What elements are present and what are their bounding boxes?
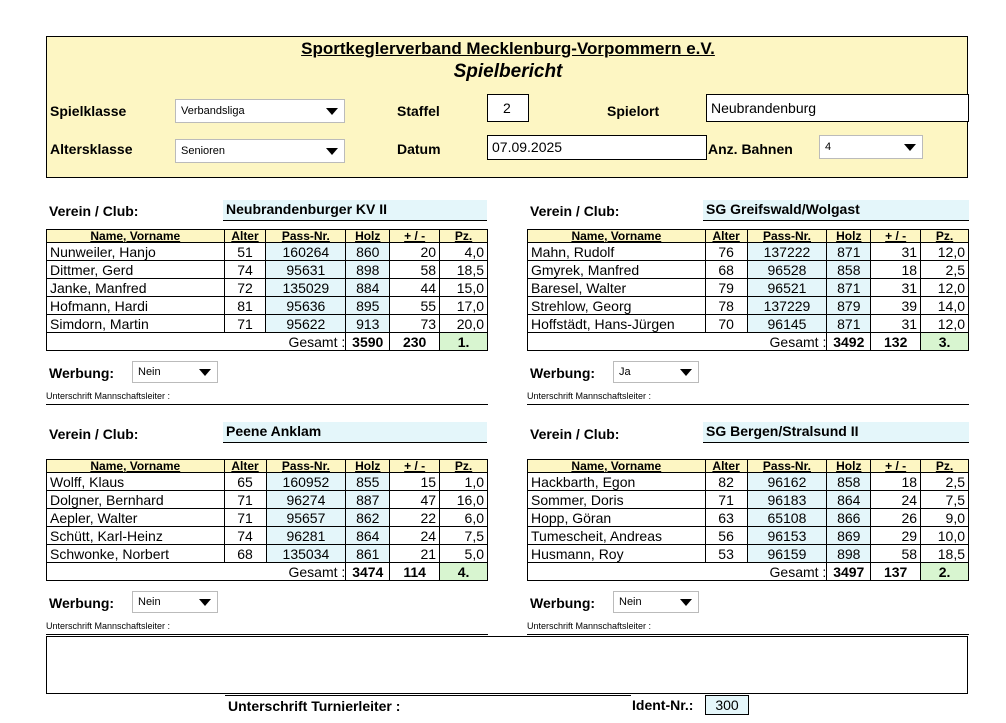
werbung-select[interactable] [613, 361, 699, 383]
player-pm: 18 [871, 261, 921, 279]
chevron-down-icon [326, 148, 338, 155]
player-alter[interactable]: 78 [705, 297, 747, 315]
werbung-label: Werbung: [530, 365, 596, 381]
player-holz[interactable]: 871 [827, 243, 871, 261]
player-holz[interactable]: 864 [827, 491, 871, 509]
turnierleiter-signature[interactable] [225, 695, 631, 719]
player-pz: 15,0 [440, 279, 488, 297]
player-pass[interactable]: 96274 [266, 491, 346, 509]
club-name: Peene Anklam [223, 422, 487, 443]
datum-field[interactable]: 07.09.2025 [487, 135, 707, 160]
player-alter[interactable]: 71 [224, 315, 266, 333]
player-pz: 7,5 [921, 491, 969, 509]
col-header-name: Name, Vorname [47, 230, 225, 243]
table-row [47, 243, 488, 261]
player-pz: 18,5 [440, 261, 488, 279]
spielklasse-label: Spielklasse [50, 103, 127, 119]
player-pm: 24 [871, 491, 921, 509]
player-pass[interactable]: 137222 [747, 243, 827, 261]
col-header-name: Name, Vorname [528, 460, 706, 473]
player-pz: 6,0 [440, 509, 488, 527]
player-pass[interactable]: 95657 [266, 509, 346, 527]
table-row [47, 261, 488, 279]
player-pass[interactable]: 96145 [747, 315, 827, 333]
table-row [528, 509, 969, 527]
col-header-alter: Alter [224, 460, 266, 473]
player-alter[interactable]: 71 [705, 491, 747, 509]
player-holz[interactable]: 862 [346, 509, 390, 527]
player-name[interactable]: Hofmann, Hardi [47, 297, 225, 315]
team-table [527, 229, 969, 351]
player-name[interactable]: Schwonke, Norbert [47, 545, 225, 563]
player-pz: 12,0 [921, 315, 969, 333]
player-pm: 15 [390, 473, 440, 491]
player-alter[interactable]: 71 [224, 491, 266, 509]
organization-title: Sportkeglerverband Mecklenburg-Vorpommern e.V. [301, 39, 715, 58]
team-rank: 1. [440, 333, 488, 351]
total-pm: 230 [390, 333, 440, 351]
player-pass[interactable]: 96281 [266, 527, 346, 545]
altersklasse-select[interactable] [175, 139, 345, 163]
table-row [47, 545, 488, 563]
altersklasse-label: Altersklasse [50, 141, 133, 157]
player-pass[interactable]: 95631 [266, 261, 346, 279]
total-holz: 3497 [827, 563, 871, 581]
player-pm: 26 [871, 509, 921, 527]
total-row [528, 333, 969, 351]
player-pass[interactable]: 135034 [266, 545, 346, 563]
werbung-select[interactable] [132, 361, 218, 383]
col-header-holz: Holz [827, 230, 871, 243]
werbung-label: Werbung: [49, 365, 115, 381]
club-label: Verein / Club: [530, 203, 620, 219]
spielklasse-value: Verbandsliga [181, 105, 245, 117]
table-row [528, 315, 969, 333]
player-name[interactable]: Sommer, Doris [528, 491, 706, 509]
player-pass[interactable]: 96528 [747, 261, 827, 279]
turnierleiter-label: Unterschrift Turnierleiter : [228, 698, 401, 714]
document-title: Spielbericht [453, 61, 563, 82]
total-holz: 3474 [346, 563, 390, 581]
player-name[interactable]: Dolgner, Bernhard [47, 491, 225, 509]
player-pm: 21 [390, 545, 440, 563]
col-header-holz: Holz [346, 230, 390, 243]
player-holz[interactable]: 855 [346, 473, 390, 491]
gesamt-label: Gesamt : [528, 563, 827, 581]
col-header-alter: Alter [705, 460, 747, 473]
player-name[interactable]: Husmann, Roy [528, 545, 706, 563]
player-pz: 1,0 [440, 473, 488, 491]
player-pm: 31 [871, 315, 921, 333]
col-header-pz: Pz. [921, 460, 969, 473]
col-header-pass: Pass-Nr. [747, 230, 827, 243]
table-row [47, 527, 488, 545]
player-pm: 44 [390, 279, 440, 297]
player-pm: 47 [390, 491, 440, 509]
total-row [47, 563, 488, 581]
player-pz: 16,0 [440, 491, 488, 509]
datum-label: Datum [397, 141, 441, 157]
staffel-field[interactable]: 2 [487, 94, 529, 122]
player-holz[interactable]: 887 [346, 491, 390, 509]
table-row [47, 315, 488, 333]
player-pm: 73 [390, 315, 440, 333]
chevron-down-icon [199, 369, 211, 376]
player-pass[interactable]: 95622 [266, 315, 346, 333]
player-pass[interactable]: 96162 [747, 473, 827, 491]
gesamt-label: Gesamt : [47, 563, 346, 581]
col-header-pz: Pz. [440, 230, 488, 243]
signature-line[interactable]: Unterschrift Mannschaftsleiter : [46, 391, 488, 405]
player-alter[interactable]: 63 [705, 509, 747, 527]
spielklasse-select[interactable] [175, 99, 345, 123]
table-row [528, 545, 969, 563]
table-row [47, 279, 488, 297]
bahnen-value: 4 [825, 141, 832, 153]
col-header-name: Name, Vorname [47, 460, 225, 473]
player-pm: 20 [390, 243, 440, 261]
werbung-value: Nein [619, 596, 642, 608]
table-row [528, 243, 969, 261]
col-header-pm: + / - [871, 460, 921, 473]
player-pass[interactable]: 160264 [266, 243, 346, 261]
signature-line[interactable]: Unterschrift Mannschaftsleiter : [46, 621, 488, 635]
player-alter[interactable]: 74 [224, 527, 266, 545]
table-row [528, 527, 969, 545]
player-pm: 29 [871, 527, 921, 545]
team-rank: 2. [921, 563, 969, 581]
player-alter[interactable]: 56 [705, 527, 747, 545]
player-pz: 7,5 [440, 527, 488, 545]
col-header-pm: + / - [390, 460, 440, 473]
team-table [46, 229, 488, 351]
werbung-select[interactable] [132, 591, 218, 613]
player-holz[interactable]: 879 [827, 297, 871, 315]
player-pass[interactable]: 135029 [266, 279, 346, 297]
player-pz: 20,0 [440, 315, 488, 333]
team-rank: 3. [921, 333, 969, 351]
col-header-pass: Pass-Nr. [747, 460, 827, 473]
player-pz: 2,5 [921, 473, 969, 491]
player-pm: 31 [871, 279, 921, 297]
player-alter[interactable]: 82 [705, 473, 747, 491]
col-header-alter: Alter [705, 230, 747, 243]
col-header-pm: + / - [390, 230, 440, 243]
col-header-holz: Holz [346, 460, 390, 473]
player-name[interactable]: Dittmer, Gerd [47, 261, 225, 279]
table-row [528, 279, 969, 297]
player-name[interactable]: Gmyrek, Manfred [528, 261, 706, 279]
player-pass[interactable]: 96183 [747, 491, 827, 509]
player-holz[interactable]: 871 [827, 315, 871, 333]
player-pm: 58 [390, 261, 440, 279]
spielort-label: Spielort [607, 103, 660, 119]
player-name[interactable]: Simdorn, Martin [47, 315, 225, 333]
player-pz: 17,0 [440, 297, 488, 315]
player-holz[interactable]: 884 [346, 279, 390, 297]
player-pass[interactable]: 96521 [747, 279, 827, 297]
total-row [47, 333, 488, 351]
chevron-down-icon [199, 599, 211, 606]
player-pz: 9,0 [921, 509, 969, 527]
col-header-pass: Pass-Nr. [266, 460, 346, 473]
col-header-name: Name, Vorname [528, 230, 706, 243]
table-row [47, 297, 488, 315]
player-alter[interactable]: 53 [705, 545, 747, 563]
player-holz[interactable]: 869 [827, 527, 871, 545]
chevron-down-icon [680, 369, 692, 376]
werbung-value: Ja [619, 366, 631, 378]
col-header-pm: + / - [871, 230, 921, 243]
header-panel [46, 36, 968, 178]
player-alter[interactable]: 51 [224, 243, 266, 261]
total-row [528, 563, 969, 581]
werbung-select[interactable] [613, 591, 699, 613]
werbung-value: Nein [138, 596, 161, 608]
chevron-down-icon [680, 599, 692, 606]
player-holz[interactable]: 860 [346, 243, 390, 261]
player-alter[interactable]: 70 [705, 315, 747, 333]
player-name[interactable]: Hopp, Göran [528, 509, 706, 527]
player-pm: 22 [390, 509, 440, 527]
col-header-pass: Pass-Nr. [266, 230, 346, 243]
player-pz: 12,0 [921, 279, 969, 297]
club-label: Verein / Club: [49, 203, 139, 219]
club-label: Verein / Club: [49, 426, 139, 442]
total-pm: 132 [871, 333, 921, 351]
player-pm: 58 [871, 545, 921, 563]
player-pz: 2,5 [921, 261, 969, 279]
player-holz[interactable]: 895 [346, 297, 390, 315]
player-alter[interactable]: 68 [705, 261, 747, 279]
player-name[interactable]: Strehlow, Georg [528, 297, 706, 315]
club-name: Neubrandenburger KV II [223, 200, 487, 221]
player-name[interactable]: Hackbarth, Egon [528, 473, 706, 491]
player-alter[interactable]: 76 [705, 243, 747, 261]
staffel-label: Staffel [397, 103, 440, 119]
player-name[interactable]: Tumescheit, Andreas [528, 527, 706, 545]
player-pm: 18 [871, 473, 921, 491]
player-pz: 12,0 [921, 243, 969, 261]
gesamt-label: Gesamt : [47, 333, 346, 351]
total-pm: 114 [390, 563, 440, 581]
bahnen-select[interactable] [819, 135, 923, 159]
club-name: SG Bergen/Stralsund II [703, 422, 969, 443]
player-holz[interactable]: 861 [346, 545, 390, 563]
player-name[interactable]: Hoffstädt, Hans-Jürgen [528, 315, 706, 333]
player-name[interactable]: Janke, Manfred [47, 279, 225, 297]
total-holz: 3492 [827, 333, 871, 351]
chevron-down-icon [904, 144, 916, 151]
player-pz: 10,0 [921, 527, 969, 545]
player-alter[interactable]: 79 [705, 279, 747, 297]
bahnen-label: Anz. Bahnen [708, 141, 793, 157]
signature-line[interactable]: Unterschrift Mannschaftsleiter : [527, 621, 969, 635]
club-label: Verein / Club: [530, 426, 620, 442]
player-name[interactable]: Wolff, Klaus [47, 473, 225, 491]
notes-area[interactable] [46, 636, 968, 694]
player-holz[interactable]: 898 [827, 545, 871, 563]
player-pm: 39 [871, 297, 921, 315]
player-holz[interactable]: 913 [346, 315, 390, 333]
club-name: SG Greifswald/Wolgast [703, 200, 969, 221]
player-pass[interactable]: 96159 [747, 545, 827, 563]
player-pz: 18,5 [921, 545, 969, 563]
chevron-down-icon [326, 108, 338, 115]
player-holz[interactable]: 898 [346, 261, 390, 279]
player-pm: 24 [390, 527, 440, 545]
gesamt-label: Gesamt : [528, 333, 827, 351]
player-name[interactable]: Aepler, Walter [47, 509, 225, 527]
werbung-label: Werbung: [530, 595, 596, 611]
col-header-holz: Holz [827, 460, 871, 473]
player-alter[interactable]: 65 [224, 473, 266, 491]
player-name[interactable]: Mahn, Rudolf [528, 243, 706, 261]
table-row [528, 473, 969, 491]
player-pz: 4,0 [440, 243, 488, 261]
player-holz[interactable]: 864 [346, 527, 390, 545]
table-row [528, 297, 969, 315]
player-name[interactable]: Nunweiler, Hanjo [47, 243, 225, 261]
team-table [46, 459, 488, 581]
player-holz[interactable]: 866 [827, 509, 871, 527]
player-holz[interactable]: 858 [827, 261, 871, 279]
team-table [527, 459, 969, 581]
col-header-pz: Pz. [440, 460, 488, 473]
table-row [528, 261, 969, 279]
team-rank: 4. [440, 563, 488, 581]
col-header-alter: Alter [224, 230, 266, 243]
player-pass[interactable]: 160952 [266, 473, 346, 491]
player-pm: 31 [871, 243, 921, 261]
player-holz[interactable]: 871 [827, 279, 871, 297]
altersklasse-value: Senioren [181, 145, 226, 157]
werbung-label: Werbung: [49, 595, 115, 611]
player-alter[interactable]: 68 [224, 545, 266, 563]
total-holz: 3590 [346, 333, 390, 351]
total-pm: 137 [871, 563, 921, 581]
player-pass[interactable]: 96153 [747, 527, 827, 545]
player-pass[interactable]: 137229 [747, 297, 827, 315]
player-pass[interactable]: 65108 [747, 509, 827, 527]
player-alter[interactable]: 71 [224, 509, 266, 527]
player-pass[interactable]: 95636 [266, 297, 346, 315]
player-alter[interactable]: 81 [224, 297, 266, 315]
table-row [47, 473, 488, 491]
player-name[interactable]: Baresel, Walter [528, 279, 706, 297]
col-header-pz: Pz. [921, 230, 969, 243]
signature-line[interactable]: Unterschrift Mannschaftsleiter : [527, 391, 969, 405]
player-holz[interactable]: 858 [827, 473, 871, 491]
werbung-value: Nein [138, 366, 161, 378]
player-name[interactable]: Schütt, Karl-Heinz [47, 527, 225, 545]
ident-field[interactable]: 300 [705, 695, 749, 715]
table-row [47, 509, 488, 527]
player-alter[interactable]: 74 [224, 261, 266, 279]
player-pz: 5,0 [440, 545, 488, 563]
table-row [47, 491, 488, 509]
table-row [528, 491, 969, 509]
player-alter[interactable]: 72 [224, 279, 266, 297]
player-pm: 55 [390, 297, 440, 315]
spielort-field[interactable]: Neubrandenburg [706, 94, 969, 122]
ident-label: Ident-Nr.: [632, 697, 694, 713]
player-pz: 14,0 [921, 297, 969, 315]
